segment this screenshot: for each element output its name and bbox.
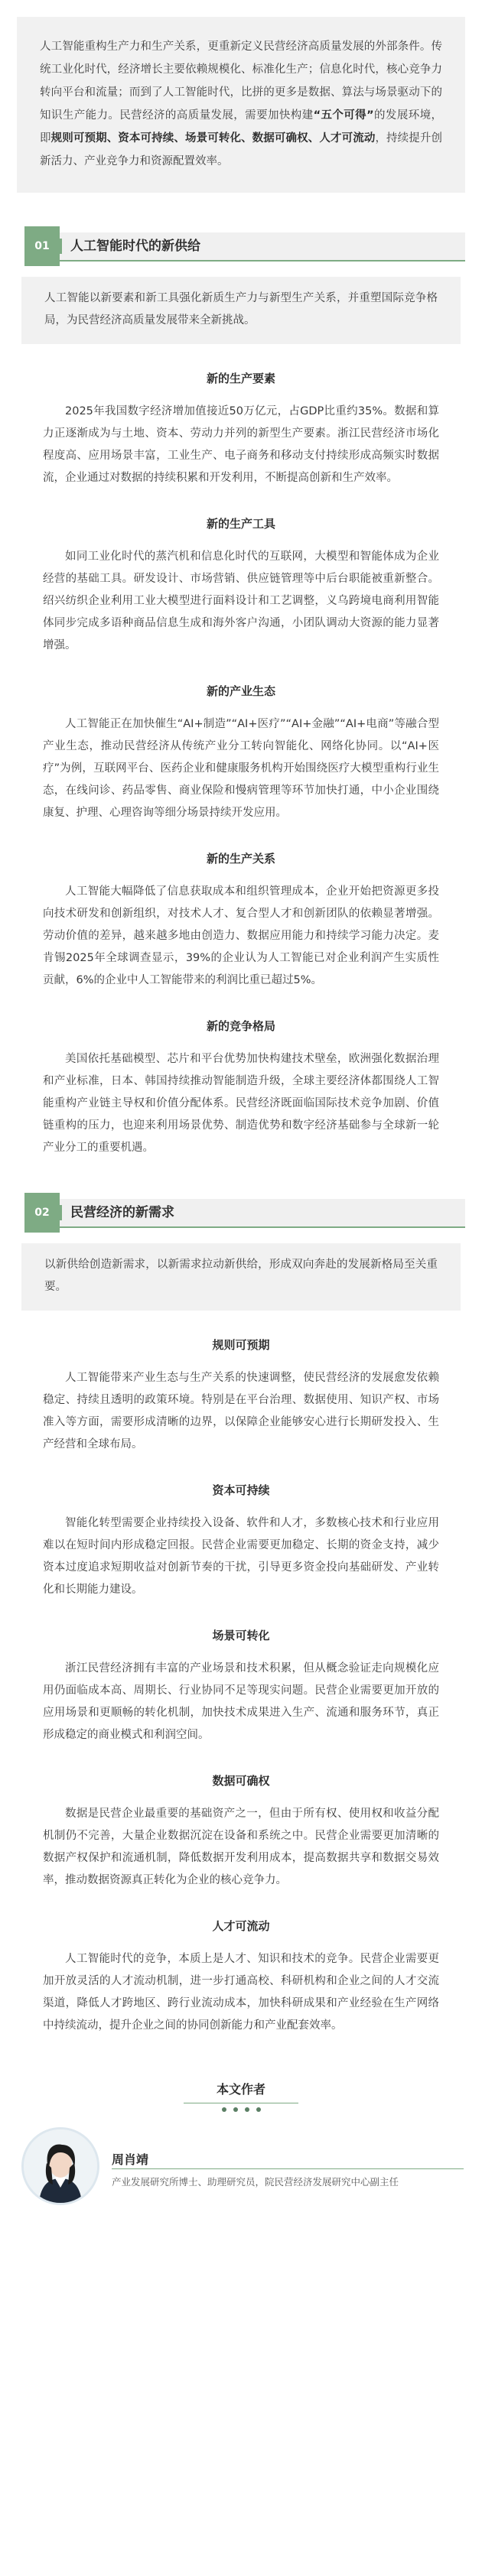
paragraph: 2025年我国数字经济增加值接近50万亿元，占GDP比重约35%。数据和算力正逐渐成为与土地、资本、劳动力并列的新型生产要素。浙江民营经济市场化程度高、应用场景丰富，工业生产、电子商务和移动支付持续形成高频实时数据流，企业通过对数据的持续积累和开发利用，不断提高创新和生产效率。 <box>43 405 439 484</box>
paragraph: 人工智能正在加快催生“AI+制造”“AI+医疗”“AI+金融”“AI+电商”等融合型产业生态，推动民营经济从传统产业分工转向智能化、网络化协同。以“AI+医疗”为例，互联网平台、医药企业和健康服务机构开始围绕医疗大模型重构行业生态，在线问诊、药品零售、商业保险和慢病管理等环节加快打通，中小企业围绕康复、护理、心理咨询等细分场景持续开发应用。 <box>43 718 439 819</box>
decorative-dots <box>0 2107 482 2112</box>
author-header <box>0 2081 482 2112</box>
section-title-box <box>60 1199 465 1228</box>
subheading: 数据可确权 <box>212 1774 270 1788</box>
portrait-image <box>24 2129 97 2203</box>
intro-highlight: 规则可预期、资本可持续、场景可转化、数据可确权、人才可流动 <box>50 132 376 145</box>
section-lead: 人工智能以新要素和新工具强化新质生产力与新型生产关系，并重塑国际竞争格局，为民营经济高质量发展带来全新挑战。 <box>21 277 461 344</box>
subheading: 新的生产关系 <box>206 852 275 866</box>
paragraph: 人工智能带来产业生态与生产关系的快速调整，使民营经济的发展愈发依赖稳定、持续且透明的政策环境。特别是在平台治理、数据使用、知识产权、市场准入等方面，需要形成清晰的边界，以保障企业能够安心进行长期研发投入、生产经营和全球布局。 <box>43 1372 439 1450</box>
paragraph: 美国依托基础模型、芯片和平台优势加快构建技术壁垒，欧洲强化数据治理和产业标准，日本、韩国持续推动智能制造升级，全球主要经济体都围绕人工智能重构产业链主导权和价值分配体系。民营经济既面临国际技术竞争加剧、价值链重构的压力，也迎来利用场景优势、制造优势和数字经济基础参与全球新一轮产业分工的重要机遇。 <box>43 1053 439 1154</box>
intro-section <box>0 0 482 193</box>
section-title: 人工智能时代的新供给 <box>70 239 200 254</box>
subheading: 新的竞争格局 <box>206 1019 275 1033</box>
author-card <box>0 2124 482 2217</box>
subheading: 人才可流动 <box>212 1919 270 1933</box>
paragraph: 人工智能大幅降低了信息获取成本和组织管理成本，企业开始把资源更多投向技术研发和创新组织，对技术人才、复合型人才和创新团队的依赖显著增强。劳动价值的差异，越来越多地由创造力、数据应用能力和持续学习能力决定。麦肯锡2025年全球调查显示，39%的企业认为人工智能已对企业利润产生实质性贡献，6%的企业中人工智能带来的利润比重已超过5%。 <box>43 885 439 986</box>
subheading: 新的生产工具 <box>206 517 275 531</box>
subheading: 场景可转化 <box>212 1629 270 1642</box>
author-section-label: 本文作者 <box>216 2082 265 2097</box>
subheading: 规则可预期 <box>212 1338 270 1352</box>
subheading: 资本可持续 <box>212 1483 270 1497</box>
section-new-supply <box>0 226 482 1159</box>
intro-text: ，持续提升创新活力、产业竞争力和资源配置效率。 <box>40 132 443 167</box>
divider <box>112 2168 464 2169</box>
paragraph: 智能化转型需要企业持续投入设备、软件和人才，多数核心技术和行业应用难以在短时间内形成稳定回报。民营企业需要更加稳定、长期的资金支持，减少资本过度追求短期收益对创新节奏的干扰，引导更多资金投向基础研发、产业转化和长期能力建设。 <box>43 1517 439 1596</box>
intro-highlight: “五个可得” <box>313 109 374 122</box>
intro-box <box>17 17 465 193</box>
paragraph: 浙江民营经济拥有丰富的产业场景和技术积累，但从概念验证走向规模化应用仍面临成本高、周期长、行业协同不足等现实问题。民营企业需要更加开放的应用场景和更顺畅的转化机制，加快技术成果进入生产、流通和服务环节，真正形成稳定的商业模式和利润空间。 <box>43 1662 439 1741</box>
section-new-demand <box>0 1193 482 2037</box>
section-lead: 以新供给创造新需求，以新需求拉动新供给，形成双向奔赴的发展新格局至关重要。 <box>21 1243 461 1311</box>
section-header <box>17 226 465 266</box>
section-title: 民营经济的新需求 <box>70 1205 174 1220</box>
section-number: 02 <box>24 1193 60 1233</box>
intro-text: 的发展环境，即 <box>40 109 443 145</box>
section-number: 01 <box>24 226 60 266</box>
author-title: 产业发展研究所博士、助理研究员，院民营经济发展研究中心副主任 <box>112 2176 399 2188</box>
author-name: 周肖靖 <box>112 2152 149 2167</box>
paragraph: 如同工业化时代的蒸汽机和信息化时代的互联网，大模型和智能体成为企业经营的基础工具。研发设计、市场营销、供应链管理等中后台职能被重新整合。绍兴纺织企业利用工业大模型进行面料设计和工艺调整，义乌跨境电商利用智能体同步完成多语种商品信息生成和海外客户沟通，小团队调动大资源的能力显著增强。 <box>43 551 439 651</box>
subheading: 新的生产要素 <box>206 372 275 385</box>
section-title-box <box>60 232 465 261</box>
paragraph: 人工智能时代的竞争，本质上是人才、知识和技术的竞争。民营企业需要更加开放灵活的人才流动机制，进一步打通高校、科研机构和企业之间的人才交流渠道，降低人才跨地区、跨行业流动成本，加快科研成果和产业经验在生产网络中持续流动，提升企业之间的协同创新能力和产业配套效率。 <box>43 1953 439 2032</box>
paragraph: 数据是民营企业最重要的基础资产之一，但由于所有权、使用权和收益分配机制仍不完善，大量企业数据沉淀在设备和系统之中。民营企业需要更加清晰的数据产权保护和流通机制，降低数据开发利用成本，提高数据共享和数据交易效率，推动数据资源真正转化为企业的核心竞争力。 <box>43 1808 439 1886</box>
subheading: 新的产业生态 <box>206 684 275 698</box>
section-header <box>17 1193 465 1233</box>
avatar <box>21 2127 99 2205</box>
intro-text: 人工智能重构生产力和生产关系，更重新定义民营经济高质量发展的外部条件。传统工业化时代，经济增长主要依赖规模化、标准化生产；信息化时代，核心竞争力转向平台和流量；而到了人工智能时代，比拼的更多是数据、算法与场景驱动下的知识生产能力。民营经济的高质量发展，需要加快构建 <box>40 41 442 122</box>
